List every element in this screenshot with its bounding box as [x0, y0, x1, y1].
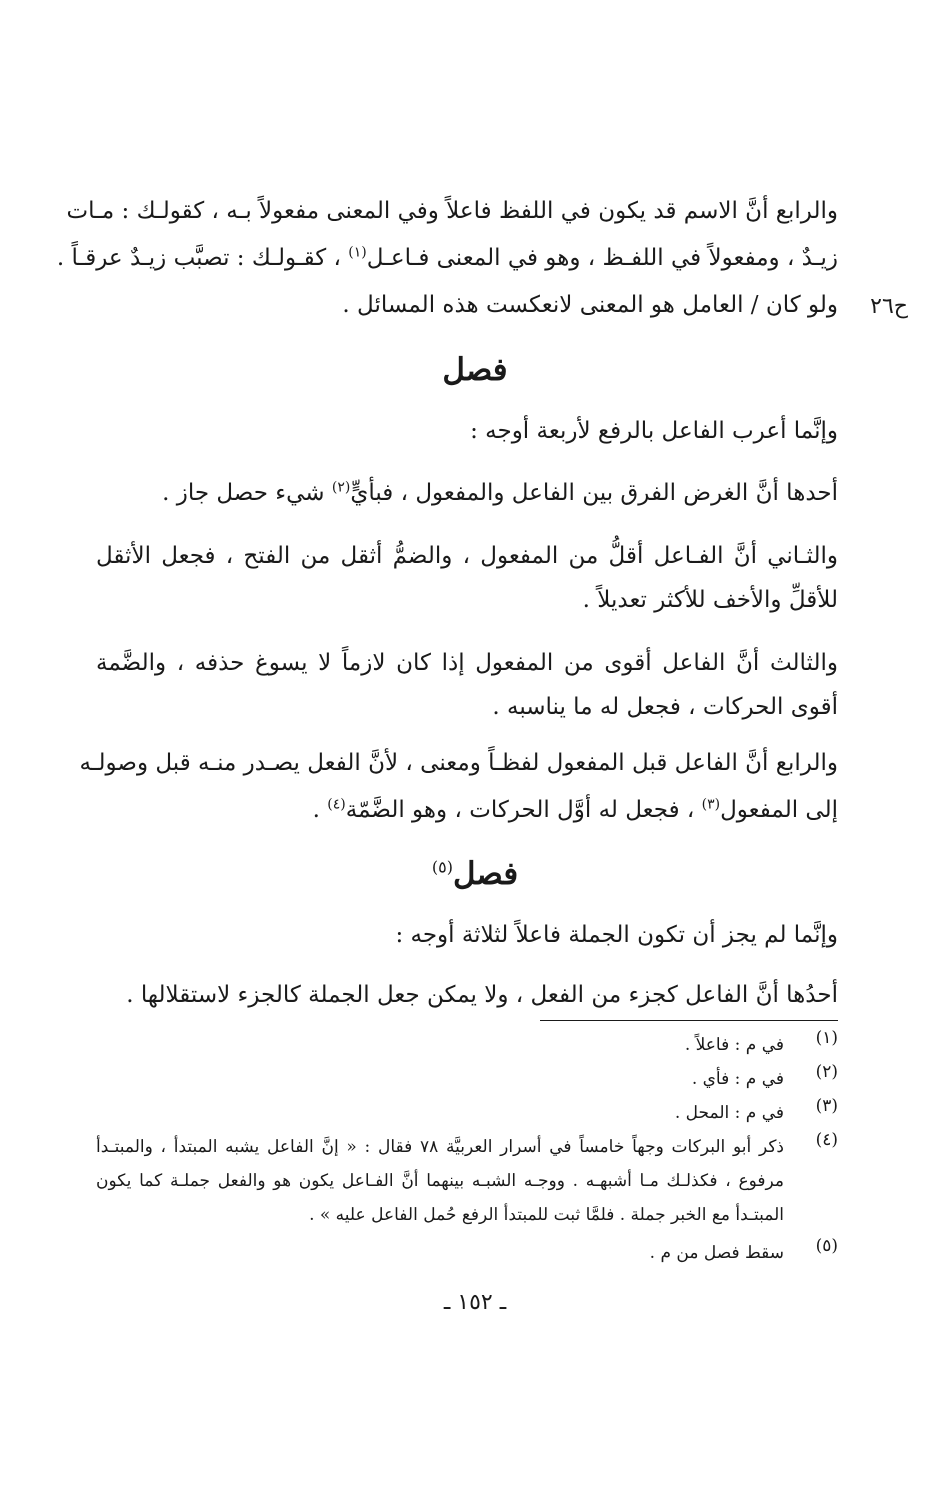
text-span: ، كقـولـك : تصبَّب زيـدٌ عرقـاً . — [56, 245, 349, 271]
paragraph-6-line-2 — [96, 797, 838, 823]
footnote-ref-1[interactable]: (١) — [348, 244, 367, 261]
text-span: . — [312, 797, 328, 823]
paragraph-1-line-3 — [96, 292, 838, 318]
text-span: أحدها أنَّ الغرض الفرق بين الفاعل والمفعول ، فبأيٍّ — [350, 480, 838, 506]
paragraph-5: والثالث أنَّ الفاعل أقوى من المفعول إذا كان لازماً لا يسوغ حذفه ، والضَّمة أقوى الحركات ، فجعل له ما يناسبه . — [96, 650, 838, 720]
footnote-separator — [540, 1020, 838, 1021]
footnote-1 — [96, 1028, 838, 1062]
paragraph-1-line-2 — [56, 244, 838, 271]
paragraph-1-line-1 — [66, 198, 838, 224]
section-heading-2 — [0, 856, 950, 892]
paragraph-8 — [96, 982, 838, 1008]
heading-text: فصل — [452, 856, 519, 892]
text-span: والرابع أنَّ الفاعل قبل المفعول لفظـاً ومعنى ، لأنَّ الفعل يصـدر منـه قبل وصولـه — [79, 750, 838, 776]
text-span: إلى المفعول — [720, 797, 838, 823]
footnote-text: سقط فصل من م . — [649, 1243, 784, 1263]
text-span: ، فجعل له أوَّل الحركات ، وهو الضَّمّة — [345, 797, 702, 823]
text-span: والرابع أنَّ الاسم قد يكون في اللفظ فاعلاً وفي المعنى مفعولاً بـه ، كقولـك : مـات — [66, 198, 838, 224]
footnote-ref-4[interactable]: (٤) — [327, 796, 346, 813]
footnote-number: (٤) — [815, 1130, 838, 1150]
footnote-5 — [96, 1236, 838, 1270]
footnote-text: في م : فاعلاً . — [684, 1035, 784, 1055]
text-span: أحدُها أنَّ الفاعل كجزء من الفعل ، ولا يمكن جعل الجملة كالجزء لاستقلالها . — [126, 982, 838, 1008]
text-span: زيـدٌ ، ومفعولاً في اللفـظ ، وهو في المعنى فـاعـل — [366, 245, 838, 271]
text-span: شيء حصل جاز . — [162, 480, 332, 506]
text-span: وإنَّما أعرب الفاعل بالرفع لأربعة أوجه : — [470, 418, 838, 444]
paragraph-7 — [96, 922, 838, 948]
paragraph-3 — [96, 480, 838, 506]
paragraph-2 — [96, 418, 838, 444]
page-number: ـ ١٥٢ ـ — [443, 1290, 507, 1315]
footnote-text: ذكر أبو البركات وجهاً خامساً في أسرار العربيَّة ٧٨ فقال : « إنَّ الفاعل يشبه المبتدأ ، والمبتـدأ مرفوع ، فكذلـك مـا أشبهـه . ووجـه الشبـه بينهما أنَّ الفـاعل يكون هو والفعل جملـة كما يكون المبتـدأ مع الخبر جملة . فلمَّا ثبت للمبتدأ الرفع حُمل الفاعل عليه » . — [96, 1137, 784, 1225]
footnote-number: (٣) — [815, 1096, 838, 1116]
footnote-ref-5[interactable]: (٥) — [431, 857, 453, 877]
footnote-2 — [96, 1062, 838, 1096]
footnote-number: (٥) — [815, 1236, 838, 1256]
footnote-4 — [96, 1130, 838, 1232]
paragraph-4: والثـاني أنَّ الفـاعل أقلُّ من المفعول ، والضمُّ أثقل من الفتح ، فجعل الأثقل للأقلِّ والأخف للأكثر تعديلاً . — [96, 543, 838, 613]
section-heading-1: فصل — [442, 352, 508, 388]
text-span: وإنَّما لم يجز أن تكون الجملة فاعلاً لثلاثة أوجه : — [395, 922, 838, 948]
footnote-number: (١) — [815, 1028, 838, 1048]
margin-reference: ح٢٦ — [870, 294, 908, 319]
footnote-ref-3[interactable]: (٣) — [701, 796, 721, 813]
footnote-text: في م : فأي . — [691, 1069, 784, 1089]
footnote-3 — [96, 1096, 838, 1130]
paragraph-6-line-1 — [79, 750, 838, 776]
text-span: ولو كان / العامل هو المعنى لانعكست هذه المسائل . — [342, 292, 838, 318]
footnote-number: (٢) — [815, 1062, 838, 1082]
footnote-text: في م : المحل . — [674, 1103, 784, 1123]
footnote-ref-2[interactable]: (٢) — [331, 479, 351, 496]
